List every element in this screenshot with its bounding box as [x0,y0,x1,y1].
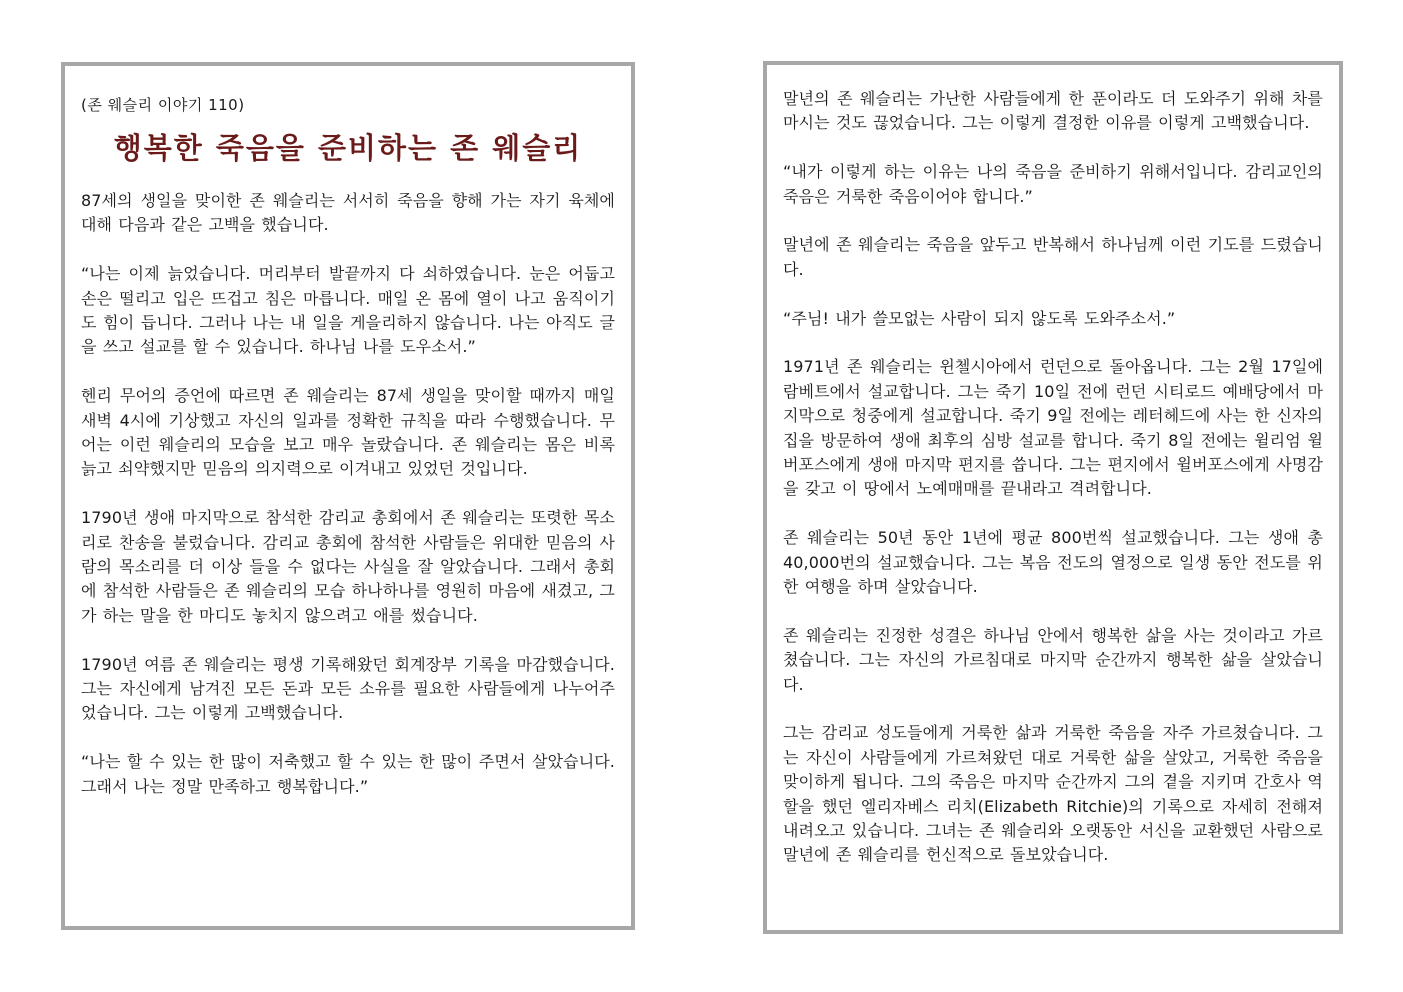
paragraph: 1790년 여름 존 웨슬리는 평생 기록해왔던 회계장부 기록을 마감했습니다. 그는 자신에게 남겨진 모든 돈과 모든 소유를 필요한 사람들에게 나누어주었습니다. 그는 이렇게 고백했습니다. [81,654,615,723]
paragraph: 말년에 존 웨슬리는 죽음을 앞두고 반복해서 하나님께 이런 기도를 드렸습니다. [783,235,1323,279]
left-page-content [81,94,615,799]
paragraph: 그는 감리교 성도들에게 거룩한 삶과 거룩한 죽음을 자주 가르쳤습니다. 그는 자신이 사람들에게 가르쳐왔던 대로 거룩한 삶을 살았고, 거룩한 죽음을 맞이하게 됩니다. 그의 죽음은 마지막 순간까지 그의 곁을 지키며 간호사 역할을 했던 엘리자베스 리치(Elizabeth Ritchie)의 기록으로 자세히 전해져 내려오고 있습니다. 그녀는 존 웨슬리와 오랫동안 서신을 교환했던 사람으로 말년에 존 웨슬리를 헌신적으로 돌보았습니다. [783,723,1323,865]
left-page [61,62,635,930]
page-title: 행복한 죽음을 준비하는 존 웨슬리 [113,131,583,165]
series-label: (존 웨슬리 이야기 110) [81,96,245,114]
paragraph: 헨리 무어의 증언에 따르면 존 웨슬리는 87세 생일을 맞이할 때까지 매일 새벽 4시에 기상했고 자신의 일과를 정확한 규칙을 따라 수행했습니다. 무어는 이런 웨슬리의 모습을 보고 매우 놀랐습니다. 존 웨슬리는 몸은 비록 늙고 쇠약했지만 믿음의 의지력으로 이겨내고 있었던 것입니다. [81,386,615,479]
paragraph: “주님! 내가 쓸모없는 사람이 되지 않도록 도와주소서.” [783,308,1176,328]
paragraph: 87세의 생일을 맞이한 존 웨슬리는 서서히 죽음을 향해 가는 자기 육체에 대해 다음과 같은 고백을 했습니다. [81,191,615,235]
paragraph: “내가 이렇게 하는 이유는 나의 죽음을 준비하기 위해서입니다. 감리교인의 죽음은 거룩한 죽음이어야 합니다.” [783,162,1323,206]
paragraph: 1790년 생애 마지막으로 참석한 감리교 총회에서 존 웨슬리는 또렷한 목소리로 찬송을 불렀습니다. 감리교 총회에 참석한 사람들은 위대한 믿음의 사람의 목소리를 더 이상 들을 수 없다는 사실을 잘 알았습니다. 그래서 총회에 참석한 사람들은 존 웨슬리의 모습 하나하나를 영원히 마음에 새겼고, 그가 하는 말을 한 마디도 놓치지 않으려고 애를 썼습니다. [81,508,615,625]
right-page-content [783,87,1323,868]
paragraph: 말년의 존 웨슬리는 가난한 사람들에게 한 푼이라도 더 도와주기 위해 차를 마시는 것도 끊었습니다. 그는 이렇게 결정한 이유를 이렇게 고백했습니다. [783,89,1323,133]
paragraph: “나는 할 수 있는 한 많이 저축했고 할 수 있는 한 많이 주면서 살았습니다. 그래서 나는 정말 만족하고 행복합니다.” [81,752,615,796]
paragraph: 존 웨슬리는 50년 동안 1년에 평균 800번씩 설교했습니다. 그는 생애 총 40,000번의 설교했습니다. 그는 복음 전도의 열정으로 일생 동안 전도를 위한 여행을 하며 살았습니다. [783,528,1323,597]
paragraph: 존 웨슬리는 진정한 성결은 하나님 안에서 행복한 삶을 사는 것이라고 가르쳤습니다. 그는 자신의 가르침대로 마지막 순간까지 행복한 삶을 살았습니다. [783,625,1323,694]
paragraph: 1971년 존 웨슬리는 윈첼시아에서 런던으로 돌아옵니다. 그는 2월 17일에 람베트에서 설교합니다. 그는 죽기 10일 전에 런던 시티로드 예배당에서 마지막으로 청중에게 설교합니다. 죽기 9일 전에는 레터헤드에 사는 한 신자의 집을 방문하여 생애 최후의 심방 설교를 합니다. 죽기 8일 전에는 윌리엄 윌버포스에게 생애 마지막 편지를 씁니다. 그는 편지에서 윌버포스에게 사명감을 갖고 이 땅에서 노예매매를 끝내라고 격려합니다. [783,357,1323,499]
right-page [763,61,1343,934]
paragraph: “나는 이제 늙었습니다. 머리부터 발끝까지 다 쇠하였습니다. 눈은 어둡고 손은 떨리고 입은 뜨겁고 침은 마릅니다. 매일 온 몸에 열이 나고 움직이기도 힘이 듭니다. 그러나 나는 내 일을 게을리하지 않습니다. 나는 아직도 글을 쓰고 설교를 할 수 있습니다. 하나님 나를 도우소서.” [81,264,615,357]
